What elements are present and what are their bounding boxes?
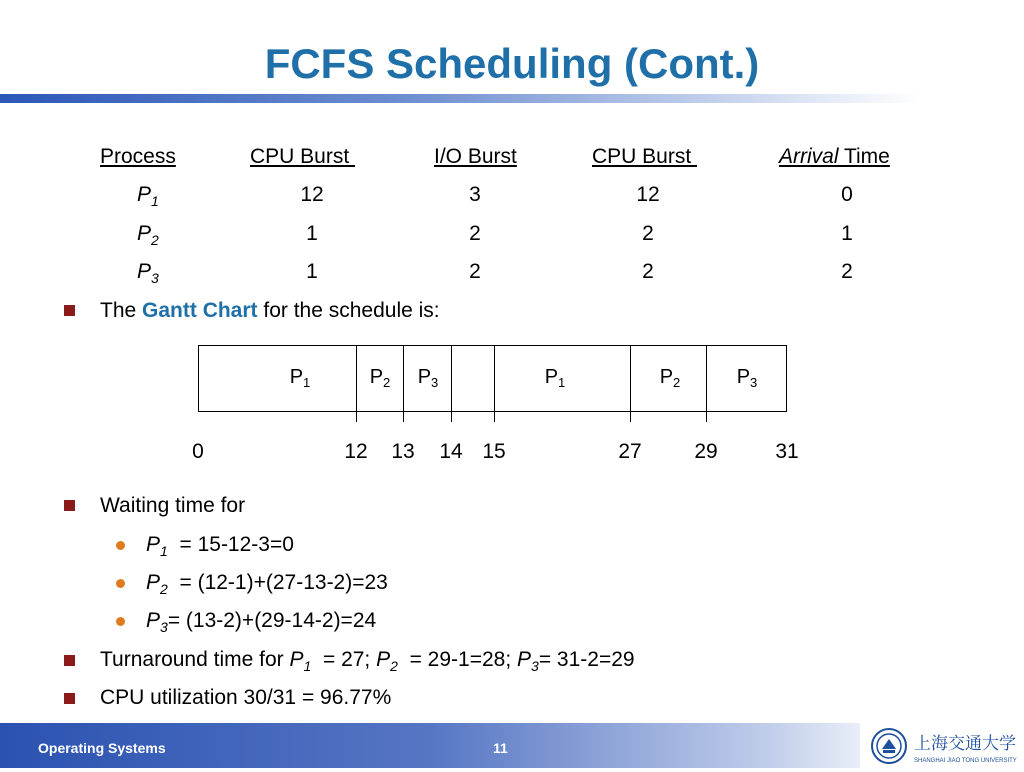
waiting-label: Waiting time for	[100, 494, 246, 517]
bullet-square-icon	[64, 655, 75, 666]
header-process: Process	[100, 145, 176, 168]
turnaround-line: Turnaround time for $P_1 = 27$; $P_2 = 29-1=28$; $P_3= 31-2=29$	[100, 648, 635, 674]
gantt-divider	[451, 345, 452, 422]
row-cpu-burst-1: 12	[300, 183, 324, 206]
gantt-divider	[630, 345, 631, 422]
gantt-block-label: $P_2$	[369, 366, 391, 390]
table-row	[0, 221, 1024, 251]
row-process: $P_2$	[137, 222, 159, 248]
row-arrival: 0	[841, 183, 853, 206]
gantt-divider	[356, 345, 357, 422]
gantt-chart	[198, 345, 787, 412]
row-cpu-burst-1: 1	[306, 222, 318, 245]
bullet-square-icon	[64, 693, 75, 704]
cpu-utilization: CPU utilization 30/31 = 96.77%	[100, 686, 392, 709]
gantt-divider	[403, 345, 404, 422]
gantt-tick: 12	[344, 440, 368, 463]
bullet-square-icon	[64, 305, 75, 316]
gantt-tick: 14	[439, 440, 463, 463]
row-io-burst: 2	[469, 222, 481, 245]
gantt-tick: 31	[775, 440, 799, 463]
gantt-divider	[706, 345, 707, 422]
page-number: 11	[493, 740, 508, 756]
row-cpu-burst-1: 1	[306, 260, 318, 283]
header-cpu-burst-2: CPU Burst	[592, 145, 698, 168]
gantt-block-label: $P_3$	[417, 366, 439, 390]
bullet-dot-icon	[116, 617, 125, 626]
row-arrival: 1	[841, 222, 853, 245]
header-io-burst: I/O Burst	[434, 145, 517, 168]
row-io-burst: 3	[469, 183, 481, 206]
gantt-block-label: $P_1$	[289, 366, 311, 390]
bullet-dot-icon	[116, 579, 125, 588]
header-cpu-burst-1: CPU Burst	[250, 145, 356, 168]
waiting-item: $P_2 = (12-1)+(27-13-2)=23$	[146, 571, 388, 597]
university-logo	[870, 725, 1020, 767]
row-process: $P_1$	[137, 183, 159, 209]
logo-chinese-text: 上海交通大学	[914, 734, 1016, 754]
header-arrival-time	[779, 144, 890, 170]
row-cpu-burst-2: 2	[642, 260, 654, 283]
row-arrival: 2	[841, 260, 853, 283]
gantt-block-label: $P_2$	[659, 366, 681, 390]
bullet-square-icon	[64, 500, 75, 511]
gantt-block-label: $P_3$	[736, 366, 758, 390]
bullet-dot-icon	[116, 541, 125, 550]
gantt-tick: 0	[192, 440, 204, 463]
row-process: $P_3$	[137, 260, 159, 286]
row-io-burst: 2	[469, 260, 481, 283]
gantt-tick: 13	[391, 440, 415, 463]
title-underline-bar	[0, 94, 920, 103]
header-arrival-word: Arrival	[779, 145, 839, 168]
logo-english-text: SHANGHAI JIAO TONG UNIVERSITY	[914, 758, 1017, 764]
gantt-tick: 29	[694, 440, 718, 463]
gantt-block-label: $P_1$	[544, 366, 566, 390]
row-cpu-burst-2: 2	[642, 222, 654, 245]
university-emblem-icon	[870, 725, 1020, 767]
gantt-divider	[494, 345, 495, 422]
slide-title: FCFS Scheduling (Cont.)	[264, 40, 760, 87]
header-time-word: Time	[838, 145, 890, 168]
table-header	[0, 144, 1024, 174]
footer-course: Operating Systems	[38, 740, 166, 756]
gantt-tick: 27	[618, 440, 642, 463]
gantt-intro: The Gantt Chart for the schedule is:	[100, 299, 440, 322]
waiting-item: $P_3= (13-2)+(29-14-2)=24$	[146, 609, 377, 635]
table-row	[0, 182, 1024, 212]
gantt-tick: 15	[482, 440, 506, 463]
table-row	[0, 259, 1024, 289]
row-cpu-burst-2: 12	[636, 183, 660, 206]
waiting-item: $P_1 = 15-12-3=0$	[146, 533, 294, 559]
